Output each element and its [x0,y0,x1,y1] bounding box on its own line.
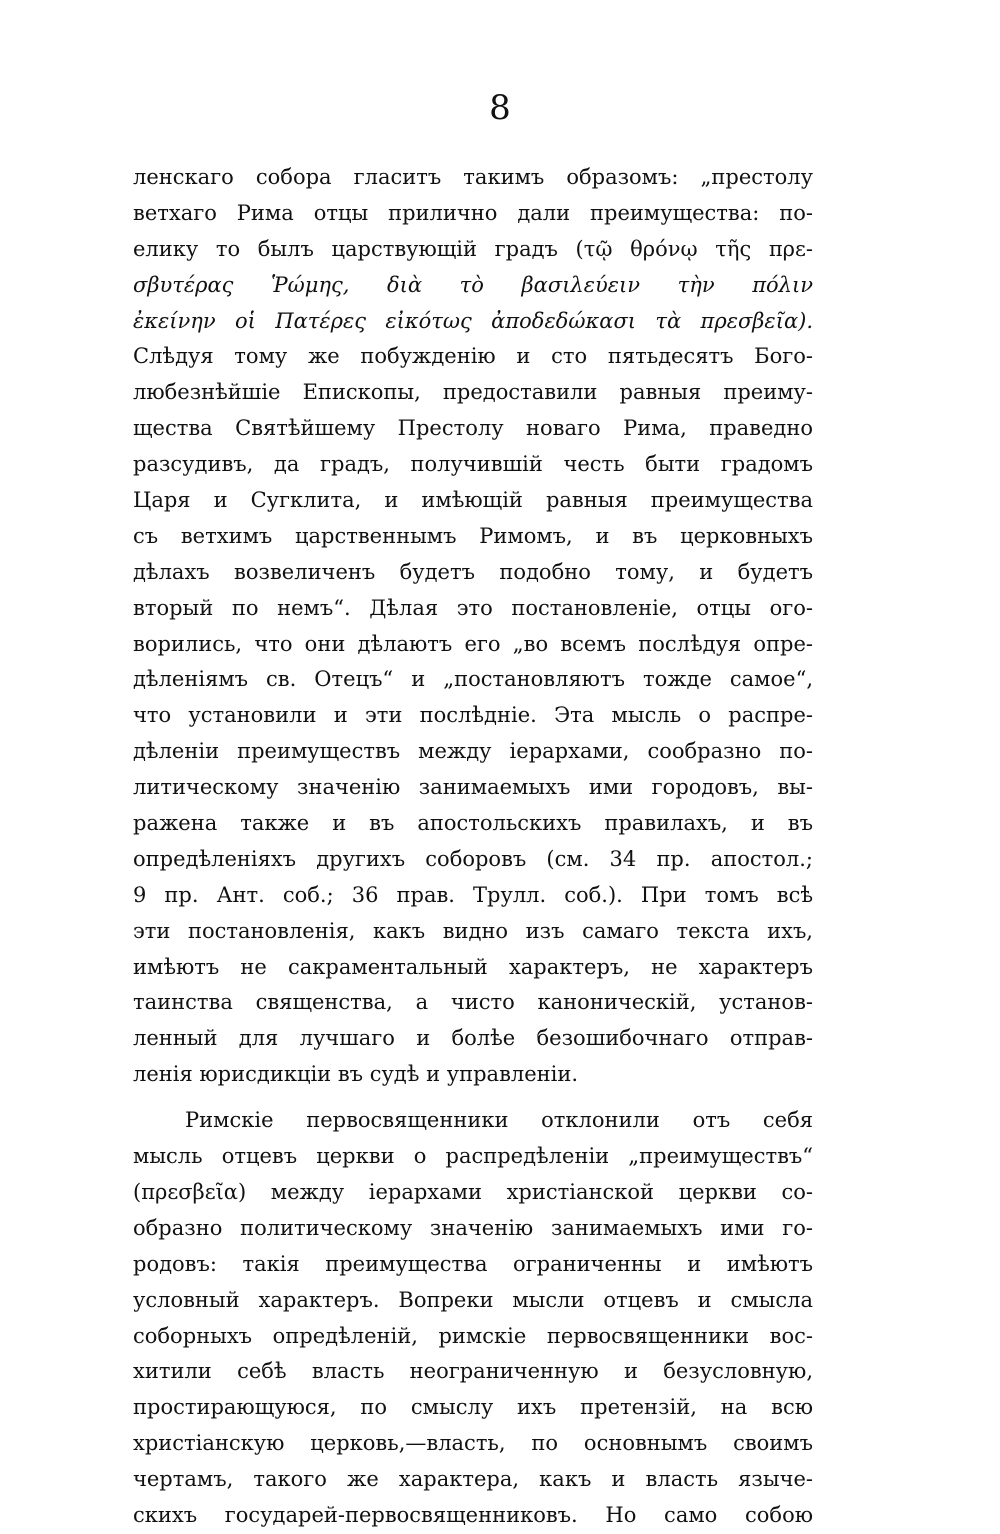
text-line: образно политическому значенію занимаемыхъ ими го- [133,1215,813,1240]
text-line: таинства священства, а чисто каноническій, установ- [133,990,813,1015]
text-line: литическому значенію занимаемыхъ ими городовъ, вы- [133,775,813,800]
text-line: Царя и Сугклита, и имѣющій равныя преимущества [133,488,813,513]
text-line: ленскаго собора гласитъ такимъ образомъ: „престолу [133,165,813,189]
text-line: мысль отцевъ церкви о распредѣленіи „преимуществъ“ [133,1144,813,1169]
page-number: 8 [489,88,511,128]
text-line: ветхаго Рима отцы прилично дали преимущества: по- [133,200,813,225]
text-line: ἐκείνην οἱ Πατέρες εἰκότως ἀποδεδώκασι τὰ πρεσβεῖα). [133,308,813,333]
text-line: съ ветхимъ царственнымъ Римомъ, и въ церковныхъ [133,523,813,548]
text-line: ленія юрисдикціи въ судѣ и управленіи. [133,1062,579,1087]
text-line: разсудивъ, да градъ, получившій честь быти градомъ [133,452,813,477]
text-line: щества Святѣйшему Престолу новаго Рима, праведно [133,416,813,441]
text-line: елику то былъ царствующій градъ (τῷ θρόνῳ τῆς πρε- [133,236,813,261]
text-line: эти постановленія, какъ видно изъ самаго текста ихъ, [133,918,813,943]
text-line: опредѣленіяхъ другихъ соборовъ (см. 34 пр. апостол.; [133,846,813,871]
text-line: имѣютъ не сакраментальный характеръ, не характеръ [133,954,813,979]
text-line: (πρεσβεῖα) между іерархами христіанской церкви со- [133,1179,813,1204]
paragraph-gap [133,1093,813,1103]
text-line: вторый по немъ“. Дѣлая это постановленіе, отцы ого- [133,595,813,620]
text-line: условный характеръ. Вопреки мысли отцевъ и смысла [133,1287,813,1312]
text-line: σβυτέρας Ῥώμης, διὰ τὸ βασιλεύειν τὴν πόλιν [133,272,813,297]
text-line: дѣленіямъ св. Отецъ“ и „постановляютъ тожде самое“, [133,667,813,692]
paragraph-2 [133,1103,813,1534]
text-line: любезнѣйшіе Епископы, предоставили равныя преиму- [133,380,813,405]
text-line: простирающуюся, по смыслу ихъ претензій, на всю [133,1395,813,1420]
text-line: родовъ: такія преимущества ограниченны и имѣютъ [133,1251,813,1276]
text-line: 9 пр. Ант. соб.; 36 прав. Трулл. соб.). При томъ всѣ [133,882,813,907]
text-line: чертамъ, такого же характера, какъ и власть языче- [133,1467,813,1492]
text-line: дѣленіи преимуществъ между іерархами, сообразно по- [133,739,813,764]
text-line: соборныхъ опредѣленій, римскіе первосвященники вос- [133,1323,813,1348]
body-text [133,160,813,1534]
text-line: ворились, что они дѣлаютъ его „во всемъ послѣдуя опре- [133,631,813,656]
text-line: Слѣдуя тому же побужденію и сто пятьдесятъ Бого- [133,344,813,369]
text-line: скихъ государей-первосвященниковъ. Но само собою [133,1502,813,1527]
text-line: что установили и эти послѣдніе. Эта мысль о распре- [133,703,813,728]
text-line: христіанскую церковь,—власть, по основнымъ своимъ [133,1431,813,1456]
text-line: дѣлахъ возвеличенъ будетъ подобно тому, и будетъ [133,559,813,584]
text-line: хитили себѣ власть неограниченную и безусловную, [133,1359,813,1384]
text-line: ражена также и въ апостольскихъ правилахъ, и въ [133,811,813,836]
paragraph-1 [133,160,813,1093]
text-line: ленный для лучшаго и болѣе безошибочнаго отправ- [133,1026,813,1051]
text-line: Римскіе первосвященники отклонили отъ себя [185,1108,813,1133]
